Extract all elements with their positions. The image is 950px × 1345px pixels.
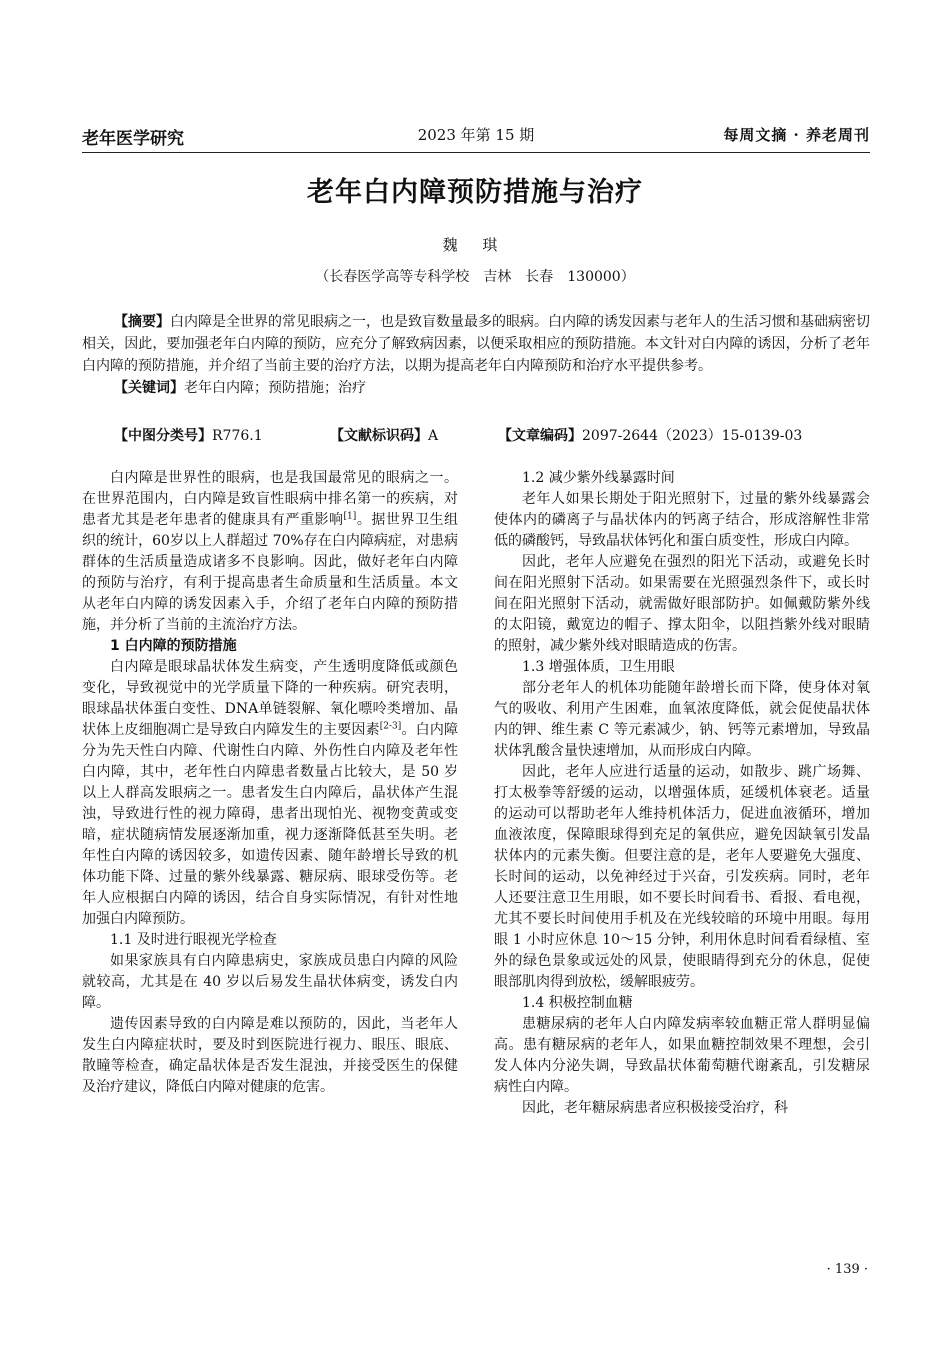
body-paragraph	[82, 468, 458, 636]
abstract-block	[82, 311, 870, 399]
keywords-text: 老年白内障；预防措施；治疗	[184, 380, 366, 396]
doc-code-label: 【文献标识码】	[330, 428, 428, 444]
body-paragraph: 遗传因素导致的白内障是难以预防的，因此，当老年人发生白内障症状时，要及时到医院进行视力、眼压、眼底、散瞳等检查，确定晶状体是否发生混浊，并接受医生的保健及治疗建议，降低白内障对健康的危害。	[82, 1016, 458, 1095]
running-header	[82, 124, 870, 154]
section-heading-1: 1 白内障的预防措施	[110, 638, 237, 654]
author-name: 魏 琪	[442, 236, 508, 254]
keywords-paragraph	[82, 377, 870, 399]
section-heading-1-2: 1.2 减少紫外线暴露时间	[522, 470, 675, 486]
body-column-left	[82, 468, 458, 1098]
body-paragraph: 患糖尿病的老年人白内障发病率较血糖正常人群明显偏高。患有糖尿病的老年人，如果血糖控制效果不理想，会引发人体内分泌失调，导致晶状体葡萄糖代谢紊乱，引发糖尿病性白内障。	[494, 1016, 870, 1095]
body-paragraph: 部分老年人的机体功能随年龄增长而下降，使身体对氧气的吸收、利用产生困难，血氧浓度降低，就会促使晶状体内的钾、维生素 C 等元素减少，钠、钙等元素增加，导致晶状体乳酸含量快速增加，从而形成白内障。	[494, 680, 870, 759]
paragraph-text: 白内障是眼球晶状体发生病变，产生透明度降低或颜色变化，导致视觉中的光学质量下降的一种疾病。研究表明，眼球晶状体蛋白变性、DNA单链裂解、氧化嘌呤类增加、晶状体上皮细胞凋亡是导致白内障发生的主要因素	[82, 659, 458, 738]
paragraph-text: 白内障是世界性的眼病，也是我国最常见的眼病之一。在世界范围内，白内障是致盲性眼病中排名第一的疾病，对患者尤其是老年患者的健康具有严重影响	[82, 470, 458, 528]
body-column-right	[494, 468, 870, 1119]
paragraph-text: 。白内障分为先天性白内障、代谢性白内障、外伤性白内障及老年性白内障，其中，老年性白内障患者数量占比较大，是 50 岁以上人群高发眼病之一。患者发生白内障后，晶状体产生混浊，导致进行性的视力障碍，患者出现怕光、视物变黄或变暗，症状随病情发展逐渐加重，视力逐渐降低甚至失明。老年性白内障的诱因较多，如遗传因素、随年龄增长导致的机体功能下降、过量的紫外线暴露、糖尿病、眼球受伤等。老年人应根据白内障的诱因，结合自身实际情况，有针对性地加强白内障预防。	[82, 722, 458, 927]
clc-value: R776.1	[212, 428, 263, 444]
abstract-text: 白内障是全世界的常见眼病之一，也是致盲数量最多的眼病。白内障的诱发因素与老年人的生活习惯和基础病密切相关，因此，要加强老年白内障的预防，应充分了解致病因素，以便采取相应的预防措施。本文针对白内障的诱因，分析了老年白内障的预防措施，并介绍了当前主要的治疗方法，以期为提高老年白内障预防和治疗水平提供参考。	[82, 314, 870, 374]
body-paragraph: 因此，老年糖尿病患者应积极接受治疗，科	[522, 1100, 788, 1116]
keywords-label: 【关键词】	[114, 380, 184, 396]
body-paragraph: 老年人如果长期处于阳光照射下，过量的紫外线暴露会使体内的磷离子与晶状体内的钙离子结合，形成溶解性非常低的磷酸钙，导致晶状体钙化和蛋白质变性，形成白内障。	[494, 491, 870, 549]
body-paragraph: 因此，老年人应进行适量的运动，如散步、跳广场舞、打太极拳等舒缓的运动，以增强体质，延缓机体衰老。适量的运动可以帮助老年人维持机体活力，促进血液循环，增加血液浓度，保障眼球得到充足的氧供应，避免因缺氧引发晶状体内的元素失衡。但要注意的是，老年人要避免大强度、长时间的运动，以免神经过于兴奋，引发疾病。同时，老年人还要注意卫生用眼，如不要长时间看书、看报、看电视，尤其不要长时间使用手机及在光线较暗的环境中用眼。每用眼 1 小时应休息 10～15 分钟，利用休息时间看看绿植、室外的绿色景象或远处的风景，使眼睛得到充分的休息，促使眼部肌肉得到放松，缓解眼疲劳。	[494, 764, 870, 990]
section-heading-1-4: 1.4 积极控制血糖	[522, 995, 633, 1011]
page-number: · 139 ·	[826, 1262, 868, 1277]
paragraph-text: 。据世界卫生组织的统计，60岁以上人群超过 70%存在白内障病症，对患病群体的生活质量造成诸多不良影响。因此，做好老年白内障的预防与治疗，有利于提高患者生命质量和生活质量。本文从老年白内障的诱发因素入手，介绍了老年白内障的预防措施，并分析了当前的主流治疗方法。	[82, 512, 459, 633]
publication-name: 每周文摘 · 养老周刊	[723, 126, 870, 144]
doc-code-value: A	[428, 428, 439, 444]
article-title: 老年白内障预防措施与治疗	[307, 177, 643, 208]
body-paragraph: 如果家族具有白内障患病史，家族成员患白内障的风险就较高，尤其是在 40 岁以后易发生晶状体病变，诱发白内障。	[82, 953, 458, 1011]
doc-code-field	[330, 425, 438, 445]
article-code-value: 2097-2644（2023）15-0139-03	[582, 428, 803, 444]
section-heading-1-3: 1.3 增强体质，卫生用眼	[522, 659, 675, 675]
classification-line	[114, 425, 874, 447]
article-code-label: 【文章编码】	[498, 428, 582, 444]
clc-field	[114, 425, 263, 445]
issue-label: 2023 年第 15 期	[417, 126, 535, 144]
body-paragraph	[82, 657, 458, 930]
article-code-field	[498, 425, 802, 445]
author-affiliation: （长春医学高等专科学校 吉林 长春 130000）	[315, 269, 635, 285]
clc-label: 【中图分类号】	[114, 428, 212, 444]
body-paragraph: 因此，老年人应避免在强烈的阳光下活动，或避免长时间在阳光照射下活动。如果需要在光照强烈条件下，或长时间在阳光照射下活动，就需做好眼部防护。如佩戴防紫外线的太阳镜，戴宽边的帽子、撑太阳伞，以阻挡紫外线对眼睛的照射，减少紫外线对眼睛造成的伤害。	[494, 554, 870, 654]
abstract-label: 【摘要】	[114, 314, 170, 330]
abstract-paragraph	[82, 311, 870, 377]
citation-ref: [1]	[343, 511, 357, 522]
journal-name: 老年医学研究	[82, 129, 184, 149]
citation-ref: [2-3]	[379, 721, 402, 732]
section-heading-1-1: 1.1 及时进行眼视光学检查	[110, 932, 277, 948]
header-rule	[82, 152, 870, 153]
